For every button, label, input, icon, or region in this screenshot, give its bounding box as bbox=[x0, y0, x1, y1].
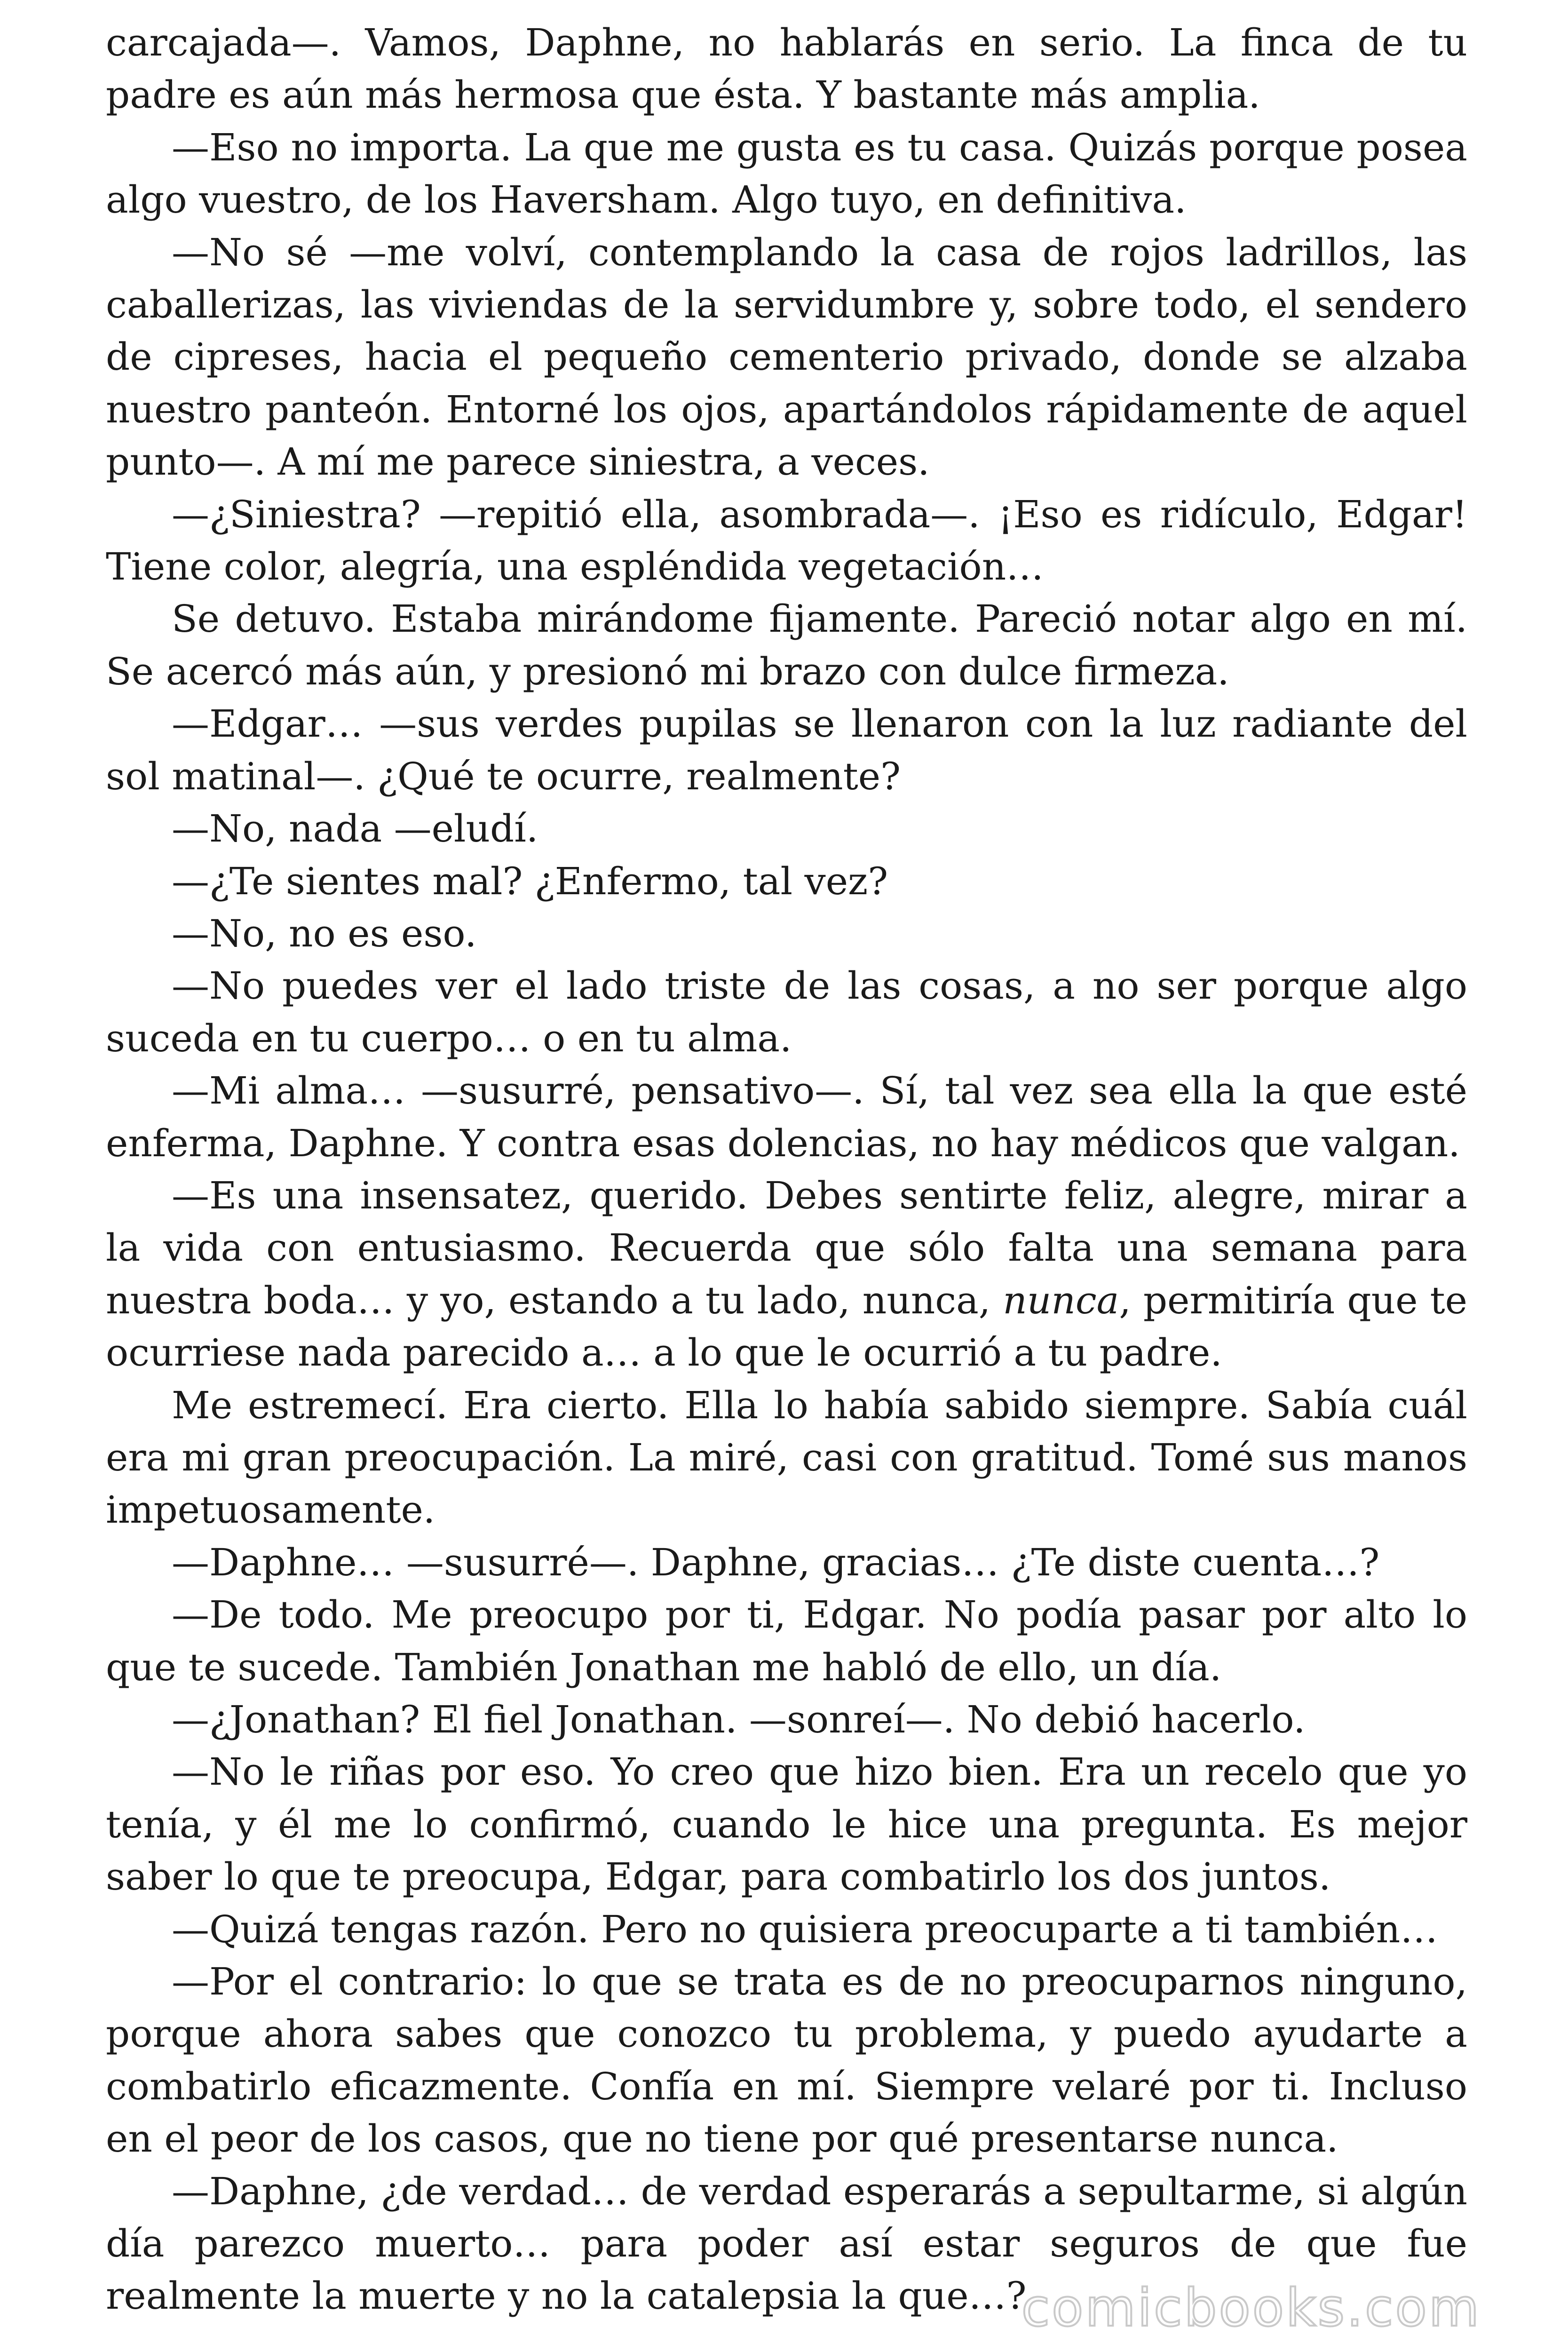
paragraph: —Quizá tengas razón. Pero no quisiera preocuparte a ti también… bbox=[172, 1907, 1438, 1951]
paragraph: Se detuvo. Estaba mirándome fijamente. Pareció notar algo en mí. Se acercó más aún, y presionó mi brazo con dulce firmeza. bbox=[106, 597, 1467, 693]
paragraph: carcajada—. Vamos, Daphne, no hablarás en serio. La finca de tu padre es aún más hermosa que ésta. Y bastante más amplia. bbox=[106, 21, 1467, 117]
paragraph: —No, nada —eludí. bbox=[172, 807, 539, 851]
paragraph: Me estremecí. Era cierto. Ella lo había sabido siempre. Sabía cuál era mi gran preocupación. La miré, casi con gratitud. Tomé sus manos impetuosamente. bbox=[106, 1383, 1467, 1532]
paragraph: —¿Siniestra? —repitió ella, asombrada—. ¡Eso es ridículo, Edgar! Tiene color, alegría, una espléndida vegetación… bbox=[106, 492, 1467, 589]
paragraph: —¿Jonathan? El fiel Jonathan. —sonreí—. No debió hacerlo. bbox=[172, 1698, 1306, 1741]
paragraph: —Eso no importa. La que me gusta es tu casa. Quizás porque posea algo vuestro, de los Haversham. Algo tuyo, en definitiva. bbox=[106, 125, 1467, 222]
paragraph: —De todo. Me preocupo por ti, Edgar. No podía pasar por alto lo que te sucede. También Jonathan me habló de ello, un día. bbox=[106, 1593, 1467, 1689]
page-text-body bbox=[106, 16, 1467, 2322]
paragraph: —Daphne… —susurré—. Daphne, gracias… ¿Te diste cuenta…? bbox=[172, 1540, 1380, 1584]
paragraph bbox=[106, 1169, 1467, 1379]
paragraph: —No, no es eso. bbox=[172, 911, 477, 955]
paragraph: —Daphne, ¿de verdad… de verdad esperarás a sepultarme, si algún día parezco muerto… para poder así estar seguros de que fue realmente la muerte y no la catalepsia la que…? bbox=[106, 2169, 1467, 2318]
paragraph: —¿Te sientes mal? ¿Enfermo, tal vez? bbox=[172, 859, 888, 903]
paragraph: —Mi alma… —susurré, pensativo—. Sí, tal vez sea ella la que esté enferma, Daphne. Y contra esas dolencias, no hay médicos que valgan. bbox=[106, 1069, 1467, 1165]
paragraph: —Edgar… —sus verdes pupilas se llenaron con la luz radiante del sol matinal—. ¿Qué te ocurre, realmente? bbox=[106, 702, 1467, 798]
paragraph: —No puedes ver el lado triste de las cosas, a no ser porque algo suceda en tu cuerpo… o en tu alma. bbox=[106, 964, 1467, 1060]
paragraph-text: —Es una insensatez, querido. Debes sentirte feliz, alegre, mirar a la vida con entusiasmo. Recuerda que sólo falta una semana para nuestra boda… y yo, estando a tu lado, nunca, bbox=[106, 1173, 1467, 1322]
paragraph-text: , permitiría que te ocurriese nada parecido a… a lo que le ocurrió a tu padre. bbox=[106, 1278, 1467, 1375]
paragraph: —No le riñas por eso. Yo creo que hizo bien. Era un recelo que yo tenía, y él me lo confirmó, cuando le hice una pregunta. Es mejor saber lo que te preocupa, Edgar, para combatirlo los dos juntos. bbox=[106, 1750, 1467, 1899]
watermark: comicbooks.com bbox=[1021, 2278, 1481, 2338]
paragraph: —Por el contrario: lo que se trata es de no preocuparnos ninguno, porque ahora sabes que conozco tu problema, y puedo ayudarte a combatirlo eficazmente. Confía en mí. Siempre velaré por ti. Incluso en el peor de los casos, que no tiene por qué presentarse nunca. bbox=[106, 1960, 1467, 2161]
paragraph: —No sé —me volví, contemplando la casa de rojos ladrillos, las caballerizas, las viviendas de la servidumbre y, sobre todo, el sendero de cipreses, hacia el pequeño cementerio privado, donde se alzaba nuestro panteón. Entorné los ojos, apartándolos rápidamente de aquel punto—. A mí me parece siniestra, a veces. bbox=[106, 230, 1467, 484]
italic-text: nunca bbox=[1003, 1278, 1119, 1322]
